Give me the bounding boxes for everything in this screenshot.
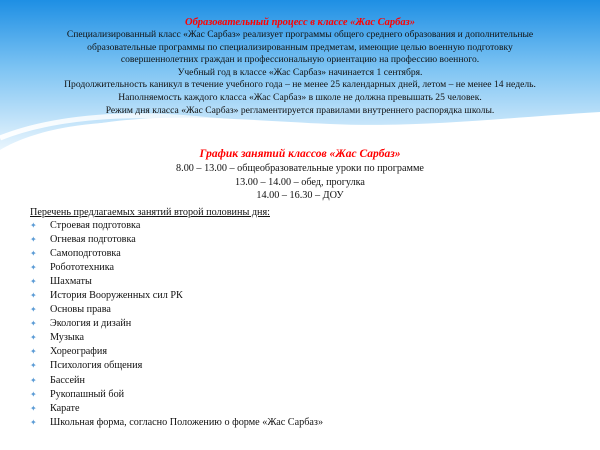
- schedule-title: График занятий классов «Жас Сарбаз»: [199, 148, 401, 160]
- star-bullet-icon: ✦: [30, 235, 37, 245]
- list-item-label: Экология и дизайн: [50, 318, 132, 330]
- star-bullet-icon: ✦: [30, 249, 37, 259]
- header-line: Режим дня класса «Жас Сарбаз» регламентируется правилами внутреннего распорядка школы.: [105, 104, 495, 116]
- list-item: [30, 359, 590, 373]
- list-item-label: Шахматы: [50, 276, 92, 288]
- star-bullet-icon: ✦: [30, 347, 37, 357]
- list-item-label: Самоподготовка: [50, 248, 121, 260]
- star-bullet-icon: ✦: [30, 305, 37, 315]
- header-line: образовательные программы по специализированным предметам, имеющие целью военную подготовку: [87, 41, 513, 53]
- list-item-label: Рукопашный бой: [50, 388, 125, 400]
- schedule-line: 8.00 – 13.00 – общеобразовательные уроки по программе: [176, 163, 424, 174]
- list-item-label: Огневая подготовка: [50, 234, 136, 246]
- list-item: [30, 416, 590, 430]
- list-item: [30, 233, 590, 247]
- list-item-label: Робототехника: [50, 262, 115, 274]
- header-line: Продолжительность каникул в течение учебного года – не менее 25 календарных дней, летом – не менее 14 недель.: [64, 79, 536, 91]
- list-item-label: Бассейн: [50, 374, 85, 386]
- star-bullet-icon: ✦: [30, 291, 37, 301]
- list-item: [30, 247, 590, 261]
- list-item: [30, 275, 590, 289]
- star-bullet-icon: ✦: [30, 319, 37, 329]
- list-item-label: История Вооруженных сил РК: [50, 290, 183, 302]
- star-bullet-icon: ✦: [30, 389, 37, 399]
- list-item: [30, 317, 590, 331]
- schedule-line: 13.00 – 14.00 – обед, прогулка: [235, 176, 365, 188]
- header-title: Образовательный процесс в классе «Жас Сарбаз»: [184, 17, 416, 28]
- activities-list: [30, 219, 590, 430]
- list-item-label: Музыка: [50, 332, 85, 344]
- list-item: [30, 303, 590, 317]
- star-bullet-icon: ✦: [30, 361, 37, 371]
- schedule-section: [0, 147, 600, 203]
- list-item-label: Основы права: [50, 304, 111, 316]
- star-bullet-icon: ✦: [30, 277, 37, 287]
- header-text-block: [20, 16, 580, 117]
- star-bullet-icon: ✦: [30, 375, 37, 385]
- star-bullet-icon: ✦: [30, 417, 37, 427]
- header-line: совершеннолетних граждан и профессиональную ориентацию на профессию военного.: [120, 54, 480, 66]
- star-bullet-icon: ✦: [30, 403, 37, 413]
- activities-section: [30, 206, 590, 430]
- list-item-label: Школьная форма, согласно Положению о форме «Жас Сарбаз»: [50, 416, 324, 428]
- list-item: [30, 331, 590, 345]
- header-wave-background: [0, 0, 600, 150]
- list-item: [30, 345, 590, 359]
- list-item-label: Строевая подготовка: [50, 220, 141, 231]
- star-bullet-icon: ✦: [30, 221, 37, 230]
- header-line: Наполняемость каждого класса «Жас Сарбаз» в школе не должна превышать 25 человек.: [118, 91, 482, 103]
- list-item-label: Карате: [50, 402, 80, 414]
- list-item: [30, 374, 590, 388]
- activities-heading: Перечень предлагаемых занятий второй половины дня:: [30, 207, 270, 218]
- list-item: [30, 388, 590, 402]
- list-item: [30, 219, 590, 233]
- list-item: [30, 261, 590, 275]
- star-bullet-icon: ✦: [30, 333, 37, 343]
- schedule-line: 14.00 – 16.30 – ДОУ: [256, 190, 344, 201]
- header-line: Специализированный класс «Жас Сарбаз» реализует программы общего среднего образования и дополнительные: [66, 29, 534, 40]
- header-line: Учебный год в классе «Жас Сарбаз» начинается 1 сентября.: [177, 66, 423, 78]
- list-item: [30, 402, 590, 416]
- list-item-label: Психология общения: [50, 360, 143, 372]
- list-item: [30, 289, 590, 303]
- list-item-label: Хореография: [50, 346, 108, 358]
- star-bullet-icon: ✦: [30, 263, 37, 273]
